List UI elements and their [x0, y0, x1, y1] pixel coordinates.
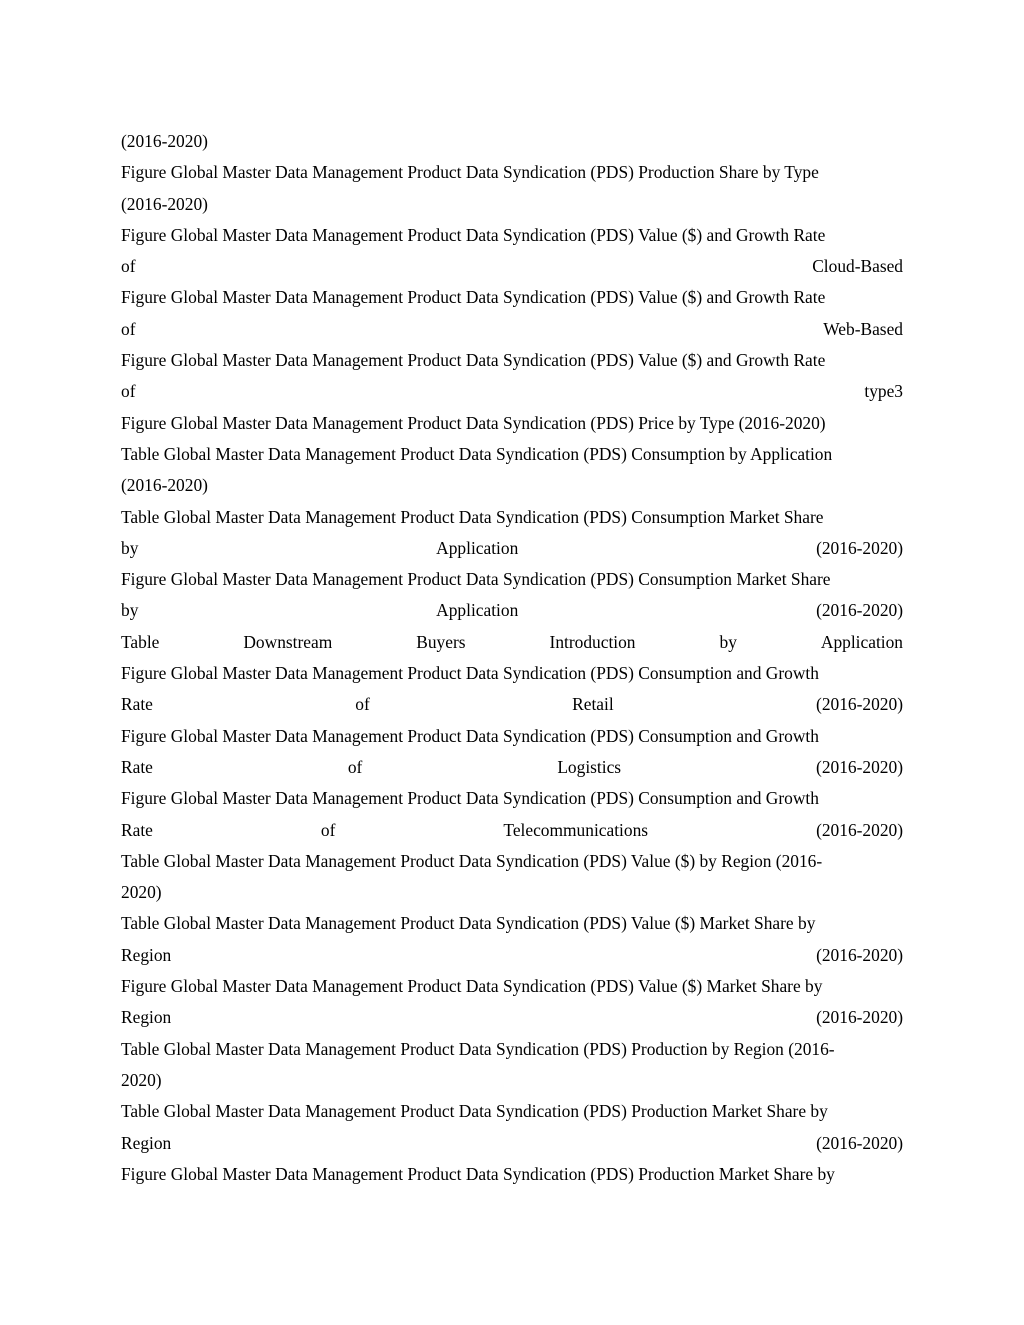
line-segment: Telecommunications: [503, 819, 649, 840]
text-line: [121, 157, 903, 188]
text-line: [121, 470, 903, 501]
line-segment: Downstream: [243, 631, 333, 652]
text-line: [121, 627, 903, 658]
line-segment: Table Global Master Data Management Product Data Syndication (PDS) Consumption Market Share: [121, 506, 824, 527]
text-line: [121, 721, 903, 752]
text-line: [121, 376, 903, 407]
text-line: [121, 877, 903, 908]
line-segment: by: [121, 600, 139, 621]
line-segment: Table: [121, 631, 160, 652]
text-line: [121, 658, 903, 689]
line-segment: Figure Global Master Data Management Product Data Syndication (PDS) Value ($) and Growth Rate: [121, 287, 826, 308]
line-segment: Figure Global Master Data Management Product Data Syndication (PDS) Consumption and Growth: [121, 788, 819, 809]
text-line: [121, 533, 903, 564]
document-page: [121, 126, 903, 1190]
text-line: [121, 1096, 903, 1127]
line-text: (2016-2020): [121, 475, 208, 496]
line-segment: Retail: [572, 694, 614, 715]
text-line: [121, 220, 903, 251]
line-segment: (2016-2020): [816, 537, 903, 558]
line-segment: (2016-2020): [816, 756, 903, 777]
line-segment: Region: [121, 1132, 172, 1153]
text-line: [121, 752, 903, 783]
line-text: 2020): [121, 1069, 162, 1090]
text-line: [121, 408, 903, 439]
line-segment: Table Global Master Data Management Product Data Syndication (PDS) Production by Region (2016-: [121, 1038, 835, 1059]
line-segment: Table Global Master Data Management Product Data Syndication (PDS) Value ($) by Region (2016-: [121, 850, 823, 871]
text-line: [121, 189, 903, 220]
text-line: [121, 126, 903, 157]
line-segment: of: [355, 694, 370, 715]
line-segment: Figure Global Master Data Management Product Data Syndication (PDS) Value ($) and Growth Rate: [121, 224, 826, 245]
line-text: 2020): [121, 882, 162, 903]
text-line: [121, 815, 903, 846]
line-text: (2016-2020): [121, 193, 208, 214]
text-line: [121, 940, 903, 971]
line-segment: Figure Global Master Data Management Product Data Syndication (PDS) Consumption and Growth: [121, 663, 819, 684]
line-segment: type3: [864, 381, 903, 402]
line-segment: Table Global Master Data Management Product Data Syndication (PDS) Production Market Share by: [121, 1101, 828, 1122]
text-line: [121, 564, 903, 595]
line-segment: Region: [121, 944, 172, 965]
line-segment: of: [320, 819, 336, 840]
line-segment: of: [121, 381, 136, 402]
line-segment: Figure Global Master Data Management Product Data Syndication (PDS) Consumption Market Share: [121, 569, 831, 590]
line-segment: Buyers: [416, 631, 466, 652]
line-segment: of: [347, 756, 363, 777]
line-segment: (2016-2020): [816, 600, 903, 621]
line-segment: of: [121, 256, 136, 277]
text-line: [121, 502, 903, 533]
line-segment: Rate: [121, 819, 153, 840]
line-segment: Introduction: [549, 631, 636, 652]
line-segment: Figure Global Master Data Management Product Data Syndication (PDS) Value ($) and Growth Rate: [121, 350, 826, 371]
line-segment: (2016-2020): [816, 694, 903, 715]
line-segment: Table Global Master Data Management Product Data Syndication (PDS) Value ($) Market Share by: [121, 913, 816, 934]
text-line: [121, 345, 903, 376]
text-line: [121, 439, 903, 470]
line-segment: Logistics: [557, 756, 622, 777]
text-line: [121, 1034, 903, 1065]
text-line: [121, 1065, 903, 1096]
text-line: [121, 1128, 903, 1159]
line-segment: Application: [436, 600, 519, 621]
line-segment: Cloud-Based: [812, 256, 903, 277]
line-segment: (2016-2020): [816, 1132, 903, 1153]
line-segment: Figure Global Master Data Management Product Data Syndication (PDS) Consumption and Growth: [121, 725, 819, 746]
text-line: [121, 314, 903, 345]
line-segment: Figure Global Master Data Management Product Data Syndication (PDS) Price by Type (2016-2020): [121, 412, 826, 433]
line-segment: by: [719, 631, 737, 652]
line-segment: of: [121, 318, 136, 339]
line-segment: (2016-2020): [816, 1007, 903, 1028]
line-segment: Region: [121, 1007, 172, 1028]
text-line: [121, 282, 903, 313]
line-segment: Rate: [121, 756, 153, 777]
text-line: [121, 689, 903, 720]
line-segment: Application: [436, 537, 519, 558]
text-line: [121, 908, 903, 939]
text-line: [121, 595, 903, 626]
text-line: [121, 1159, 903, 1190]
line-segment: (2016-2020): [816, 944, 903, 965]
line-segment: Figure Global Master Data Management Product Data Syndication (PDS) Value ($) Market Share by: [121, 976, 823, 997]
line-segment: Rate: [121, 694, 153, 715]
line-text: (2016-2020): [121, 131, 208, 151]
text-line: [121, 251, 903, 282]
text-line: [121, 1002, 903, 1033]
line-segment: by: [121, 537, 139, 558]
text-line: [121, 846, 903, 877]
text-line: [121, 971, 903, 1002]
line-segment: (2016-2020): [816, 819, 903, 840]
line-segment: Table Global Master Data Management Product Data Syndication (PDS) Consumption by Application: [121, 443, 833, 464]
line-segment: Figure Global Master Data Management Product Data Syndication (PDS) Production Market Share by: [121, 1163, 835, 1184]
text-line: [121, 783, 903, 814]
line-segment: Figure Global Master Data Management Product Data Syndication (PDS) Production Share by Type: [121, 162, 819, 183]
line-segment: Web-Based: [823, 318, 903, 339]
line-segment: Application: [820, 631, 903, 652]
